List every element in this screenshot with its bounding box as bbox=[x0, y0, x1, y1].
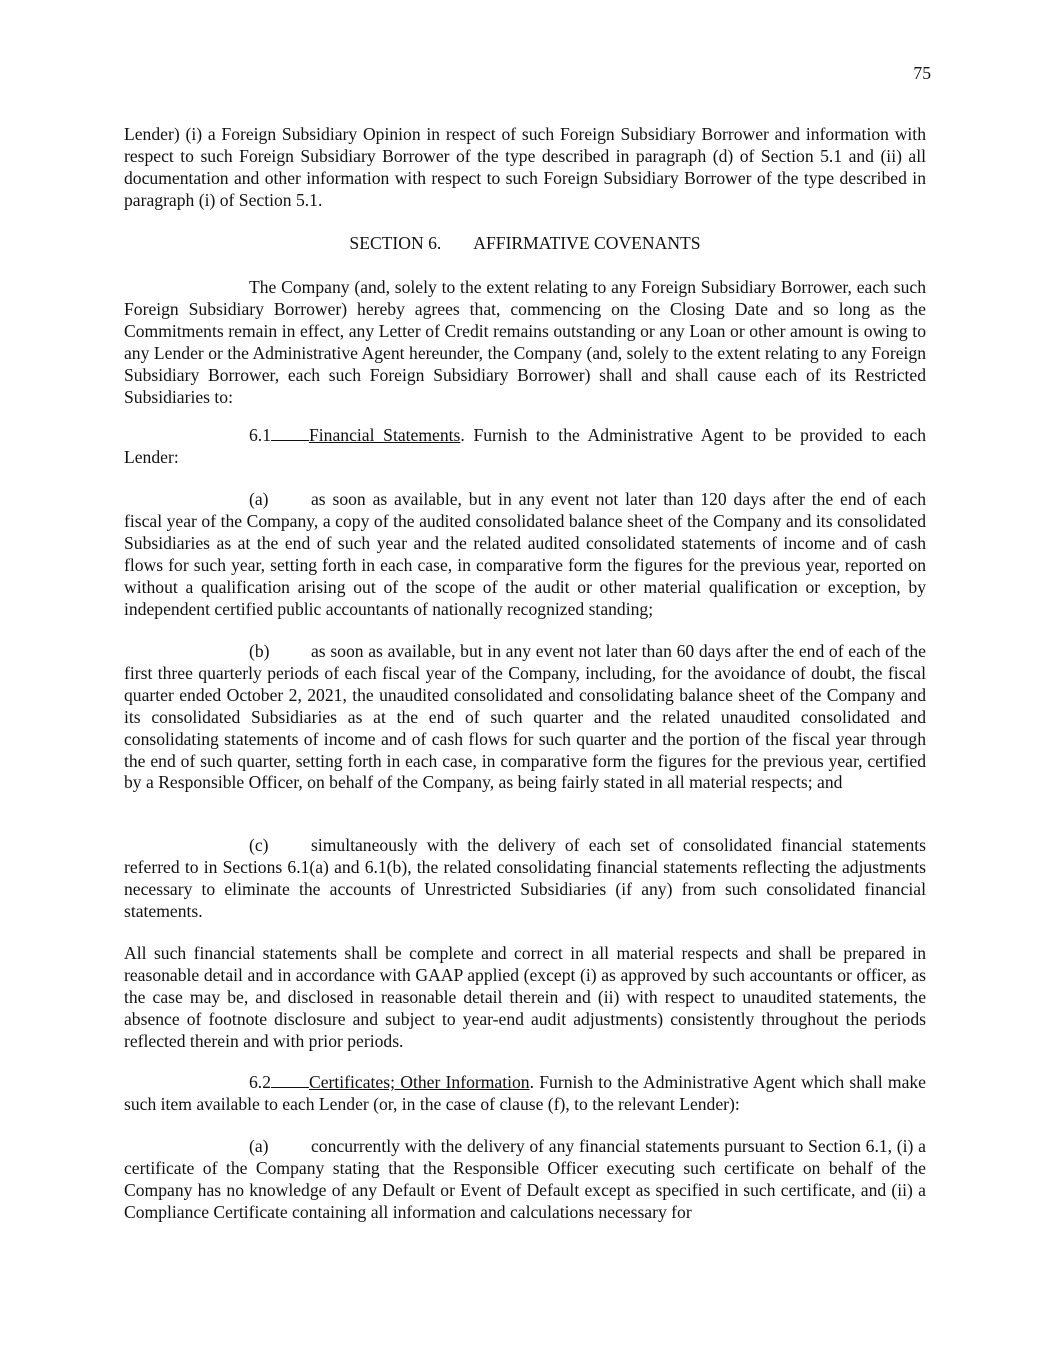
section-6-1-underline-gap bbox=[271, 425, 309, 441]
section-6-2-text: . Furnish to the Administrative Agent which shall make such item available to each Lender (or, in the case of clause (f), to the relevant Lender): bbox=[124, 1072, 926, 1114]
all-such-paragraph: All such financial statements shall be complete and correct in all material respects and shall be prepared in reasonable detail and in accordance with GAAP applied (except (i) as approved by such accountants or officer, as the case may be, and disclosed in reasonable detail therein and (ii) with respect to unaudited statements, the absence of footnote disclosure and subject to year-end audit adjustments) consistently throughout the periods reflected therein and with prior periods. bbox=[124, 943, 926, 1051]
section-6-1-a-label: (a) bbox=[249, 489, 269, 509]
section-6-1-number: 6.1 bbox=[249, 425, 271, 445]
section-6-1-a-paragraph bbox=[124, 489, 926, 620]
section-6-2-paragraph bbox=[124, 1072, 926, 1116]
section-6-1-b-text: as soon as available, but in any event not later than 60 days after the end of each of the first three quarterly periods of each fiscal year of the Company, including, for the avoidance of doubt, the fiscal quarter ended October 2, 2021, the unaudited consolidated and consolidating balance sheet of the Company and its consolidated Subsidiaries as at the end of such quarter and the related unaudited consolidated and consolidating statements of income and of cash flows for such quarter and the portion of the fiscal year through the end of such quarter, setting forth in each case, in comparative form the figures for the previous year, certified by a Responsible Officer, on behalf of the Company, as being fairly stated in all material respects; and bbox=[124, 641, 926, 793]
section-6-1-b-paragraph bbox=[124, 641, 926, 794]
section-6-1-c-label: (c) bbox=[249, 835, 269, 855]
section-6-1-text: . Furnish to the Administrative Agent to be provided to each Lender: bbox=[124, 425, 926, 467]
section-6-2-underline-gap bbox=[271, 1072, 309, 1088]
section-6-2-a-paragraph bbox=[124, 1136, 926, 1224]
section-6-1-b-label: (b) bbox=[249, 641, 270, 661]
section-6-1-a-text: as soon as available, but in any event not later than 120 days after the end of each fiscal year of the Company, a copy of the audited consolidated balance sheet of the Company and its consolidated Subsidiaries as at the end of such year and the related audited consolidated statements of income and of cash flows for such year, setting forth in each case, in comparative form the figures for the previous year, reported on without a qualification arising out of the scope of the audit or other material qualification or exception, by independent certified public accountants of nationally recognized standing; bbox=[124, 489, 926, 619]
section-6-2-a-text: concurrently with the delivery of any financial statements pursuant to Section 6.1, (i) a certificate of the Company stating that the Responsible Officer executing such certificate on behalf of the Company has no knowledge of any Default or Event of Default except as specified in such certificate, and (ii) a Compliance Certificate containing all information and calculations necessary for bbox=[124, 1136, 926, 1222]
section-6-2-title: Certificates; Other Information bbox=[309, 1072, 530, 1092]
intro-paragraph: The Company (and, solely to the extent relating to any Foreign Subsidiary Borrower, each such Foreign Subsidiary Borrower) hereby agrees that, commencing on the Closing Date and so long as the Commitments remain in effect, any Letter of Credit remains outstanding or any Loan or other amount is owing to any Lender or the Administrative Agent hereunder, the Company (and, solely to the extent relating to any Foreign Subsidiary Borrower, each such Foreign Subsidiary Borrower) shall and shall cause each of its Restricted Subsidiaries to: bbox=[124, 277, 926, 407]
carryover-paragraph: Lender) (i) a Foreign Subsidiary Opinion in respect of such Foreign Subsidiary Borrower and information with respect to such Foreign Subsidiary Borrower of the type described in paragraph (d) of Section 5.1 and (ii) all documentation and other information with respect to such Foreign Subsidiary Borrower of the type described in paragraph (i) of Section 5.1. bbox=[124, 124, 926, 210]
section-heading bbox=[124, 233, 926, 255]
section-6-1-c-text: simultaneously with the delivery of each set of consolidated financial statements referred to in Sections 6.1(a) and 6.1(b), the related consolidating financial statements reflecting the adjustments necessary to eliminate the accounts of Unrestricted Subsidiaries (if any) from such consolidated financial statements. bbox=[124, 835, 926, 921]
section-6-1-c-paragraph bbox=[124, 835, 926, 923]
page-number: 75 bbox=[913, 63, 931, 83]
section-heading-number: SECTION 6. bbox=[349, 233, 442, 253]
section-heading-title: AFFIRMATIVE COVENANTS bbox=[473, 233, 701, 253]
section-6-1-title: Financial Statements bbox=[309, 425, 461, 445]
section-6-2-number: 6.2 bbox=[249, 1072, 271, 1092]
section-6-2-a-label: (a) bbox=[249, 1136, 269, 1156]
section-6-1-paragraph bbox=[124, 425, 926, 469]
